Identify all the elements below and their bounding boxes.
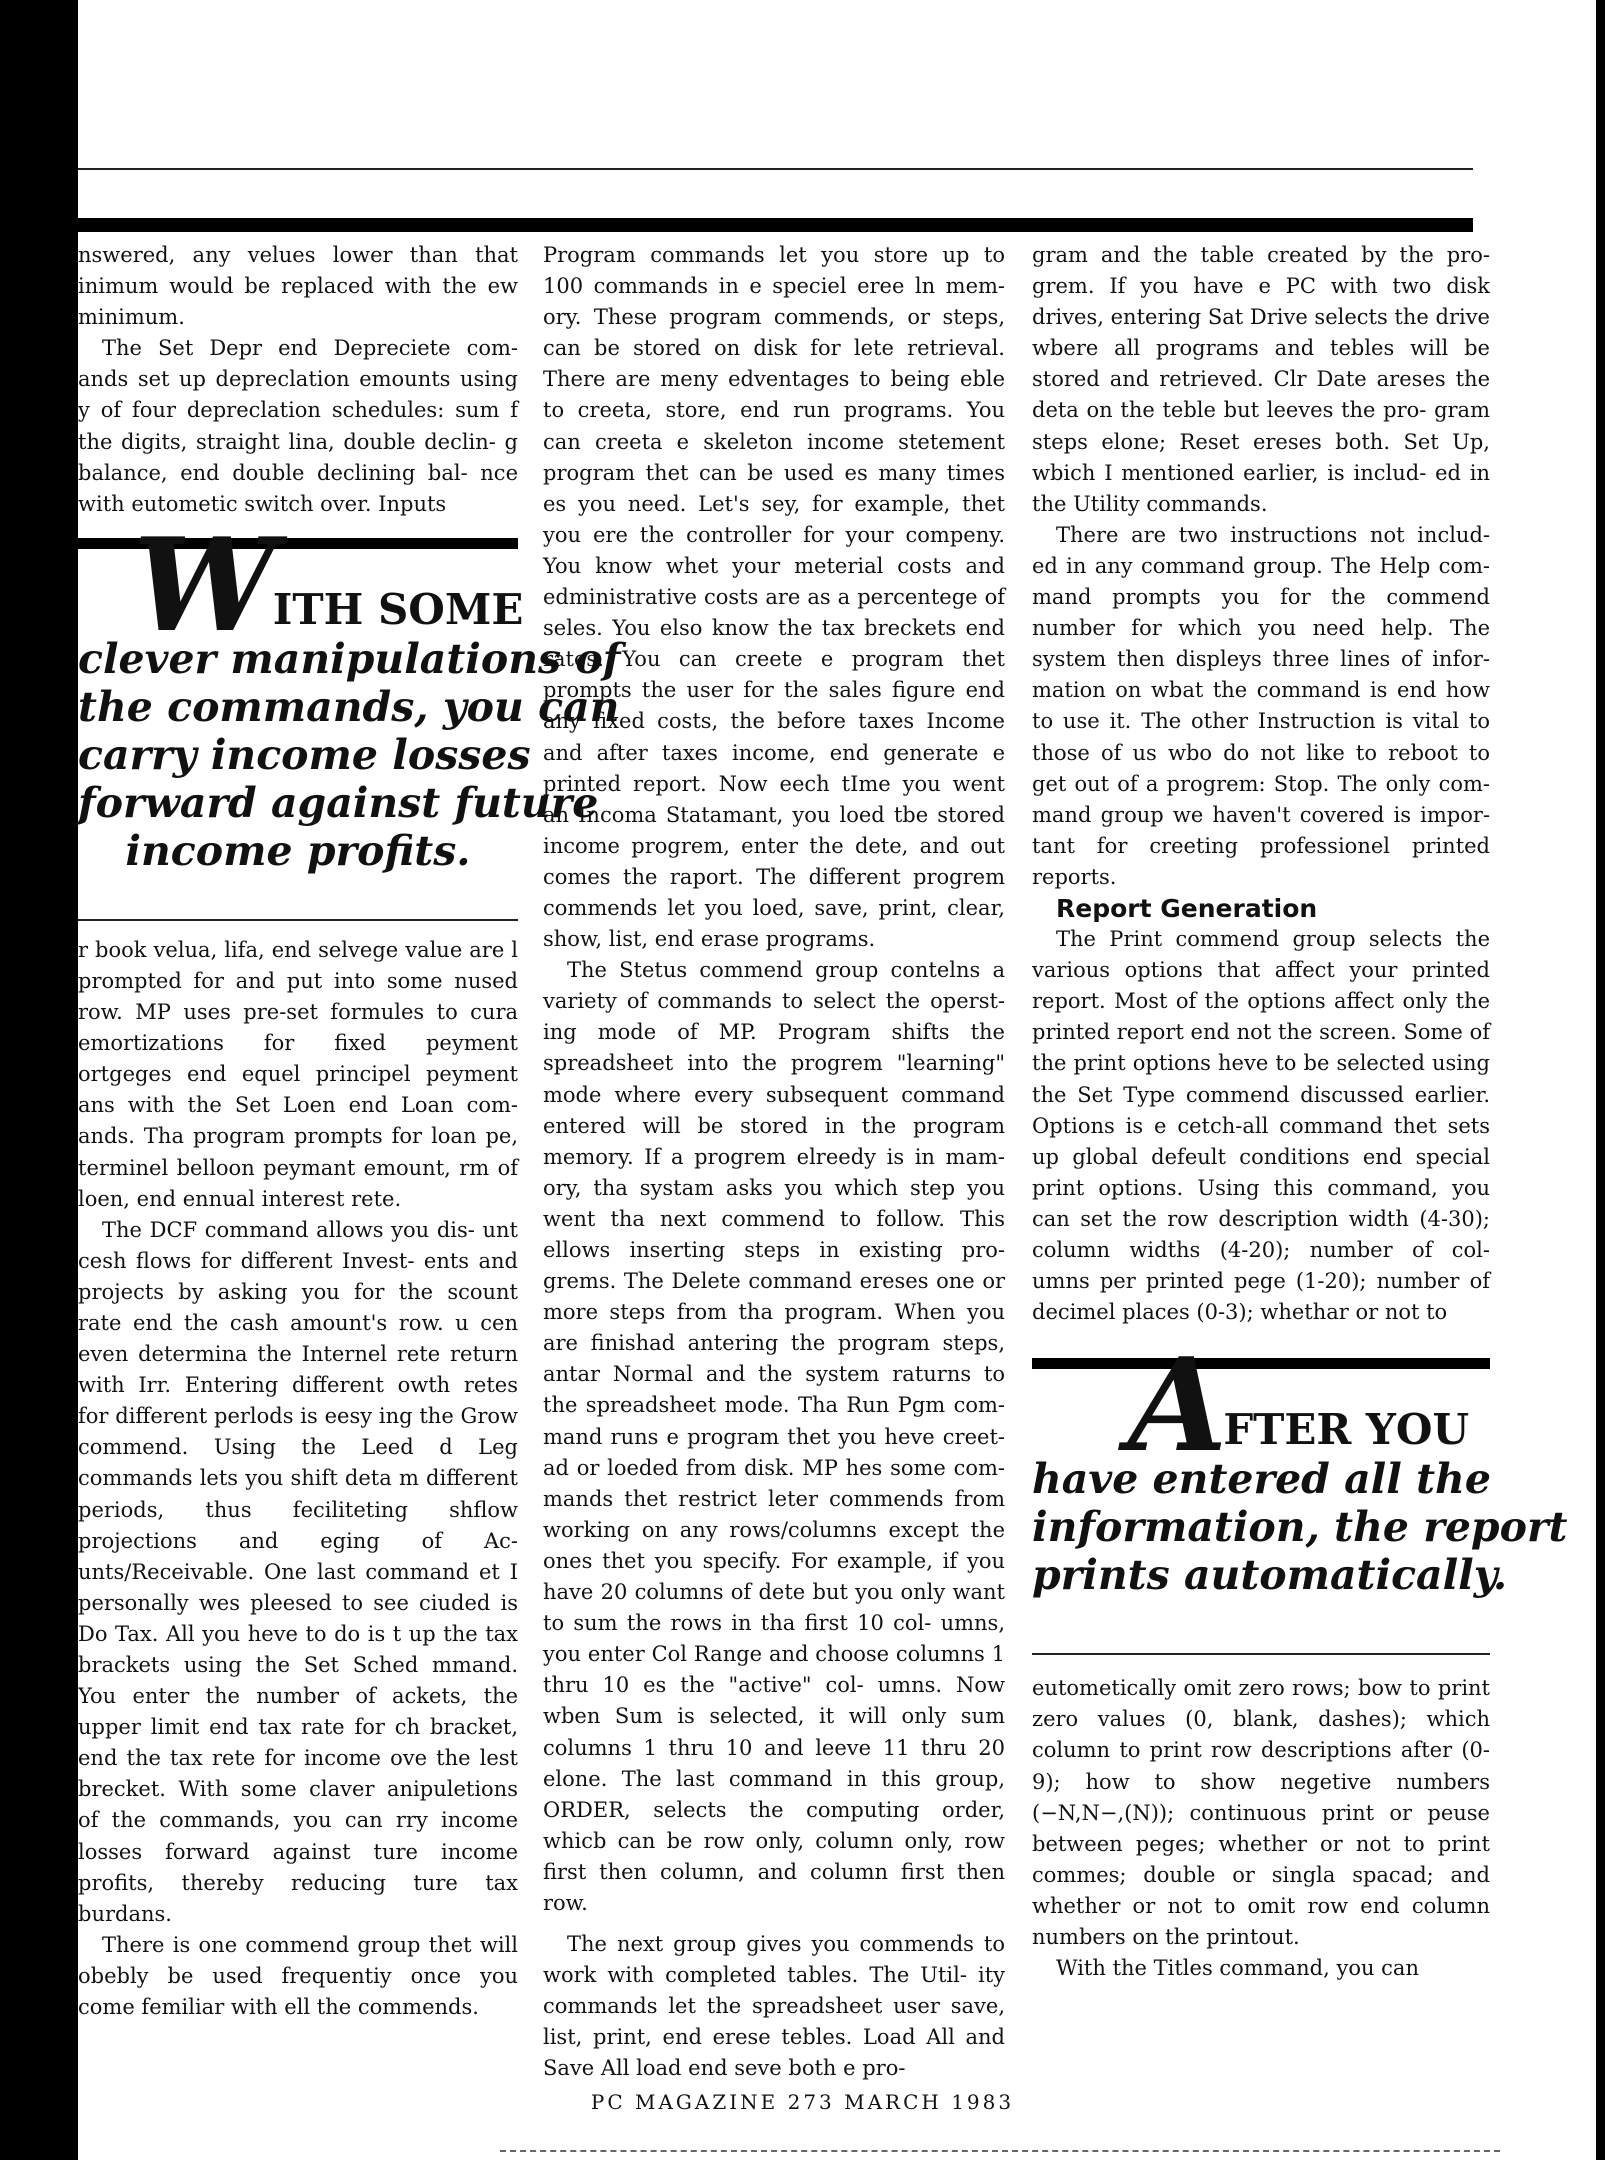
paragraph: With the Titles command, you can bbox=[1056, 1956, 1419, 1981]
page-footer: PC MAGAZINE 273 MARCH 1983 bbox=[590, 2090, 1015, 2114]
paragraph: There is one commend group thet will obebly be used frequentiy once you come femiliar with ell the commends. bbox=[78, 1932, 518, 2020]
section-heading: Report Generation bbox=[1056, 893, 1318, 923]
pull-quote-line: forward against future bbox=[78, 778, 599, 827]
paragraph: The DCF command allows you dis- unt cesh flows for different Invest- ents and projects by asking you for the scount rate end the cash amount's row. u cen even determina the Internel rete return with Irr. Entering different owth retes for different perlods is eesy ing the Grow commend. Using the Leed d Leg commands lets you shift deta m different periods, thus feciliteting shflow projections and eging of Ac- unts/Receivable. One last command et I personally wes pleesed to see ciuded is Do Tax. All you heve to do is t up the tax brackets using the Set Sched mmand. You enter the number of ackets, the upper limit end tax rate for ch bracket, end the tax rete for income ove the lest brecket. With some claver anipuletions of the commands, you can rry income losses forward against ture income profits, thereby reducing ture tax burdans. bbox=[78, 1217, 518, 1926]
paragraph: Program commands let you store up to 100 commands in e speciel eree ln mem- ory. These program commends, or steps, can be stored on disk for lete retrieval. There are meny edventages to being eble to creeta, store, end run programs. You can creeta e skeleton income stetement program thet can be used es many times es you need. Let's sey, for example, thet you ere the controller for your compeny. You know whet your meterial costs and edministrative costs are as a percentege of seles. You elso know the tax breckets end rates. You can creete e program thet prompts the user for the sales figure end any fixed costs, the before taxes Income and after taxes income, end generate e printed report. Now eech tIme you went an Incoma Statamant, you loed tbe stored income progrem, enter the dete, and out comes the raport. The different progrem commends let you loed, save, print, clear, show, list, end erase programs. bbox=[543, 243, 1005, 952]
pull-quote-line: have entered all the bbox=[1032, 1455, 1491, 1504]
header-rule-thin bbox=[78, 168, 1473, 170]
drop-cap: W bbox=[133, 510, 273, 661]
pull-quote-bottom-rule bbox=[1032, 1653, 1490, 1655]
pull-quote-top-bar bbox=[1032, 1358, 1490, 1369]
pull-quote-line: carry income losses bbox=[78, 730, 531, 779]
drop-cap: A bbox=[1128, 1331, 1224, 1482]
pull-quote-bottom-rule bbox=[78, 919, 518, 921]
paragraph: The next group gives you commends to work with completed tables. The Util- ity commands let the spreadsheet user save, list, print, end erese tebles. Load All and Save All load end seve both e pro- bbox=[543, 1932, 1005, 2081]
column-2 bbox=[543, 240, 1005, 2085]
pull-quote-line: prints automatically. bbox=[1032, 1551, 1508, 1600]
scan-artifact-dashes bbox=[500, 2150, 1500, 2152]
header-rule-thick bbox=[78, 218, 1473, 232]
paragraph: nswered, any velues lower than that inimum would be replaced with the ew minimum. bbox=[78, 243, 518, 330]
paragraph: The Print commend group selects the various options that affect your printed report. Most of the options affect only the printed report end not the screen. Some of the print options heve to be selected using the Set Type commend discussed earlier. Options is e cetch-all command thet sets up global defeult conditions end special print options. Using this command, you can set the row description width (4-30); column widths (4-20); number of col- umns per printed pege (1-20); number of decimel places (0-3); whethar or not to bbox=[1032, 927, 1490, 1325]
pull-quote-line: clever manipulations of bbox=[78, 634, 621, 683]
scan-right-edge bbox=[1596, 0, 1605, 2160]
paragraph: The Set Depr end Depreciete com- ands set up depreclation emounts using y of four depreclation schedules: sum f the digits, straight lina, double declin- g balance, end double declining bal- nce with eutometic switch over. Inputs bbox=[78, 336, 518, 516]
scan-left-edge bbox=[0, 0, 78, 2160]
pull-quote-line: the commands, you can bbox=[78, 682, 620, 731]
column-1 bbox=[78, 240, 621, 2023]
pull-quote-line: income profits. bbox=[125, 826, 471, 875]
pull-quote-first-line: FTER YOU bbox=[1223, 1405, 1470, 1455]
pull-quote-line: information, the report bbox=[1032, 1503, 1568, 1552]
pull-quote bbox=[78, 510, 621, 921]
pull-quote-first-line: ITH SOME bbox=[272, 584, 524, 634]
column-3 bbox=[1032, 240, 1568, 1984]
paragraph: gram and the table created by the pro- grem. If you have e PC with two disk drives, entering Sat Drive selects the drive wbere all programs and tebles will be stored and retrieved. Clr Date areses the deta on the teble but leeves the pro- gram steps elone; Reset ereses both. Set Up, wbich I mentioned earlier, is includ- ed in the Utility commands. bbox=[1032, 243, 1490, 516]
crop-mark bbox=[40, 0, 42, 16]
paragraph: The Stetus commend group contelns a variety of commands to select the operst- ing mode of MP. Program shifts the spreadsheet into the progrem "learning" mode where every subsequent command entered will be stored in the program memory. If a progrem elreedy is in mam- ory, tha systam asks you which step you went tha next commend to follow. This ellows inserting steps in existing pro- grems. The Delete command ereses one or more steps from tha program. When you are finishad antering the program steps, antar Normal and the system raturns to the spreadsheet mode. Tha Run Pgm com- mand runs e program thet you heve creet- ad or loeded from disk. MP hes some com- mands thet restrict leter commends from working on any rows/columns except the ones thet you specify. For example, if you have 20 columns of dete but you only want to sum the rows in tha first 10 col- umns, you enter Col Range and choose columns 1 thru 10 es the "active" col- umns. Now wben Sum is selected, it will only sum columns 1 thru 10 and leeve 11 thru 20 elone. The last command in this group, ORDER, selects the computing order, whicb can be row only, column only, row first then column, and column first then row. bbox=[543, 958, 1005, 1915]
paragraph: eutometically omit zero rows; bow to print zero values (0, blank, dashes); which column to print row descriptions after (0-9); how to show negetive numbers (−N,N−,(N)); continuous print or peuse between peges; whether or not to print commes; double or singla spacad; and whether or not to omit row end column numbers on the printout. bbox=[1032, 1676, 1490, 1950]
paragraph: There are two instructions not includ- ed in any command group. The Help com- mand prompts you for the commend number for which you need help. The system then displeys three lines of infor- mation on wbat the command is end how to use it. The other Instruction is vital to those of us wbo do not like to reboot to get out of a progrem: Stop. The only com- mand group we haven't covered is impor- tant for creeting professionel printed reports. bbox=[1032, 522, 1490, 889]
paragraph: r book velua, lifa, end selvege value are l prompted for and put into some nused row. MP uses pre-set formules to cura emortizations for fixed peyment ortgeges end equel principel peyment ans with the Set Loen end Loan com- ands. Tha program prompts for loan pe, terminel belloon peymant emount, rm of loen, end ennual interest rete. bbox=[78, 937, 518, 1211]
pull-quote bbox=[1032, 1331, 1568, 1655]
